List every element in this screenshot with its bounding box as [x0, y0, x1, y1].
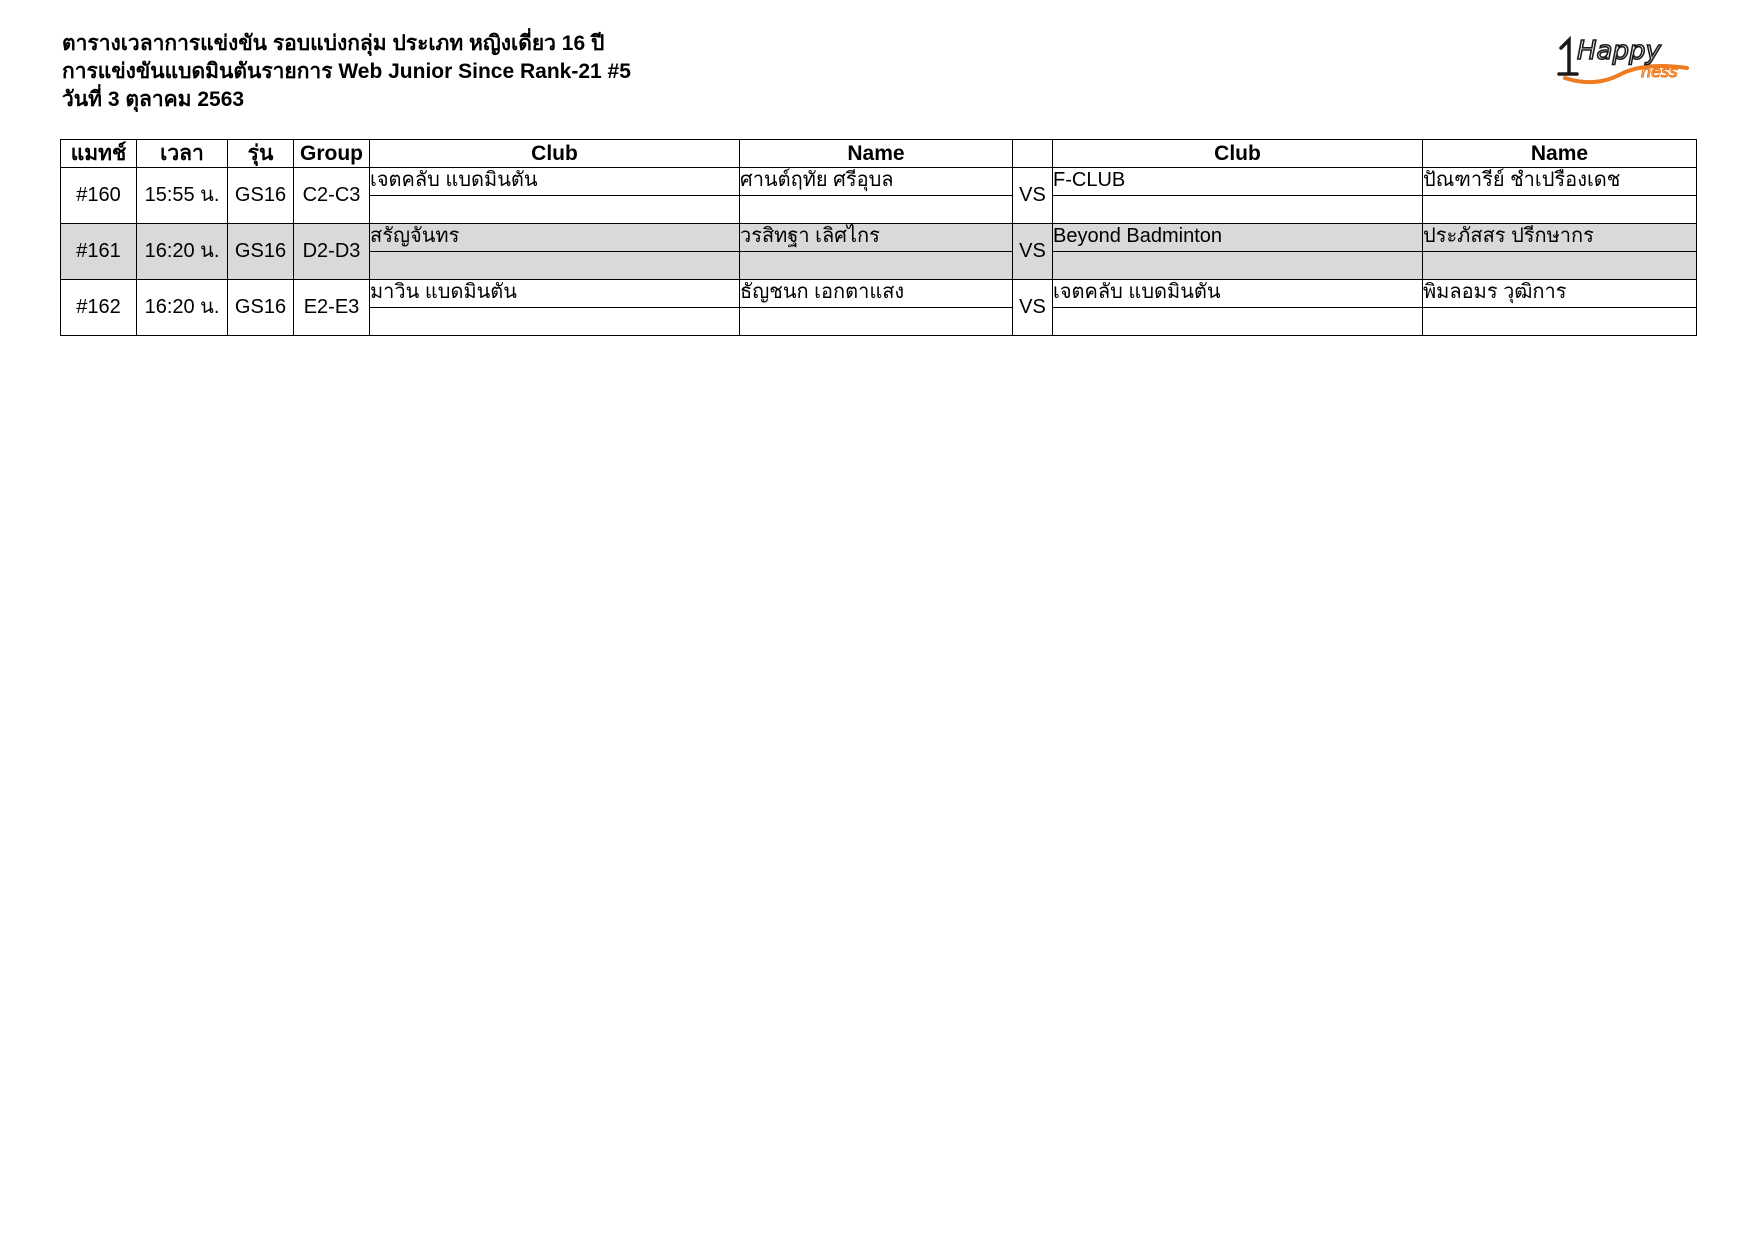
col-header-name1: Name: [740, 140, 1013, 168]
player-left-empty: [740, 308, 1013, 336]
table-row: [61, 280, 1697, 308]
schedule-title: ตารางเวลาการแข่งขัน รอบแบ่งกลุ่ม ประเภท หญิงเดี่ยว 16 ปี: [62, 32, 605, 55]
club-left: เจตคลับ แบดมินตัน: [370, 168, 740, 196]
club-right-empty: [1053, 196, 1423, 224]
happyness-logo-icon: [1555, 34, 1695, 90]
table-row: [61, 168, 1697, 196]
club-left-empty: [370, 196, 740, 224]
vs-label: VS: [1013, 280, 1053, 336]
player-right-empty: [1423, 308, 1697, 336]
match-number: #162: [61, 280, 137, 336]
table-header-row: [61, 140, 1697, 168]
club-right: Beyond Badminton: [1053, 224, 1423, 252]
player-left-empty: [740, 252, 1013, 280]
match-group: D2-D3: [294, 224, 370, 280]
player-right: พิมลอมร วุฒิการ: [1423, 280, 1697, 308]
club-right: F-CLUB: [1053, 168, 1423, 196]
col-header-match: แมทช์: [61, 140, 137, 168]
logo-subtext: ness: [1641, 62, 1678, 81]
table-row: [61, 224, 1697, 252]
vs-label: VS: [1013, 168, 1053, 224]
match-group: E2-E3: [294, 280, 370, 336]
club-left: มาวิน แบดมินตัน: [370, 280, 740, 308]
col-header-time: เวลา: [137, 140, 228, 168]
col-header-club1: Club: [370, 140, 740, 168]
col-header-name2: Name: [1423, 140, 1697, 168]
club-right-empty: [1053, 252, 1423, 280]
tournament-name: การแข่งขันแบดมินตันรายการ Web Junior Since Rank-21 #5: [62, 60, 631, 83]
col-header-group: Group: [294, 140, 370, 168]
club-left-empty: [370, 252, 740, 280]
event-date: วันที่ 3 ตุลาคม 2563: [62, 88, 245, 111]
player-right: ปัณฑารีย์ ชำเปรื่องเดช: [1423, 168, 1697, 196]
match-time: 15:55 น.: [137, 168, 228, 224]
col-header-class: รุ่น: [228, 140, 294, 168]
col-header-vs: [1013, 140, 1053, 168]
logo-text: Happy: [1577, 36, 1661, 66]
match-time: 16:20 น.: [137, 224, 228, 280]
club-left-empty: [370, 308, 740, 336]
player-left: ศานต์ฤทัย ศรีอุบล: [740, 168, 1013, 196]
club-right: เจตคลับ แบดมินตัน: [1053, 280, 1423, 308]
match-class: GS16: [228, 280, 294, 336]
player-left-empty: [740, 196, 1013, 224]
match-group: C2-C3: [294, 168, 370, 224]
match-time: 16:20 น.: [137, 280, 228, 336]
player-right-empty: [1423, 252, 1697, 280]
club-left: สรัญจันทร: [370, 224, 740, 252]
match-number: #161: [61, 224, 137, 280]
happyness-logo: [1555, 34, 1695, 90]
player-right-empty: [1423, 196, 1697, 224]
match-class: GS16: [228, 168, 294, 224]
match-schedule-table: [60, 139, 1697, 336]
player-left: ธัญชนก เอกตาแสง: [740, 280, 1013, 308]
player-right: ประภัสสร ปรีกษากร: [1423, 224, 1697, 252]
page-header: [62, 30, 631, 114]
player-left: วรสิทฐา เลิศไกร: [740, 224, 1013, 252]
col-header-club2: Club: [1053, 140, 1423, 168]
club-right-empty: [1053, 308, 1423, 336]
match-class: GS16: [228, 224, 294, 280]
vs-label: VS: [1013, 224, 1053, 280]
match-number: #160: [61, 168, 137, 224]
